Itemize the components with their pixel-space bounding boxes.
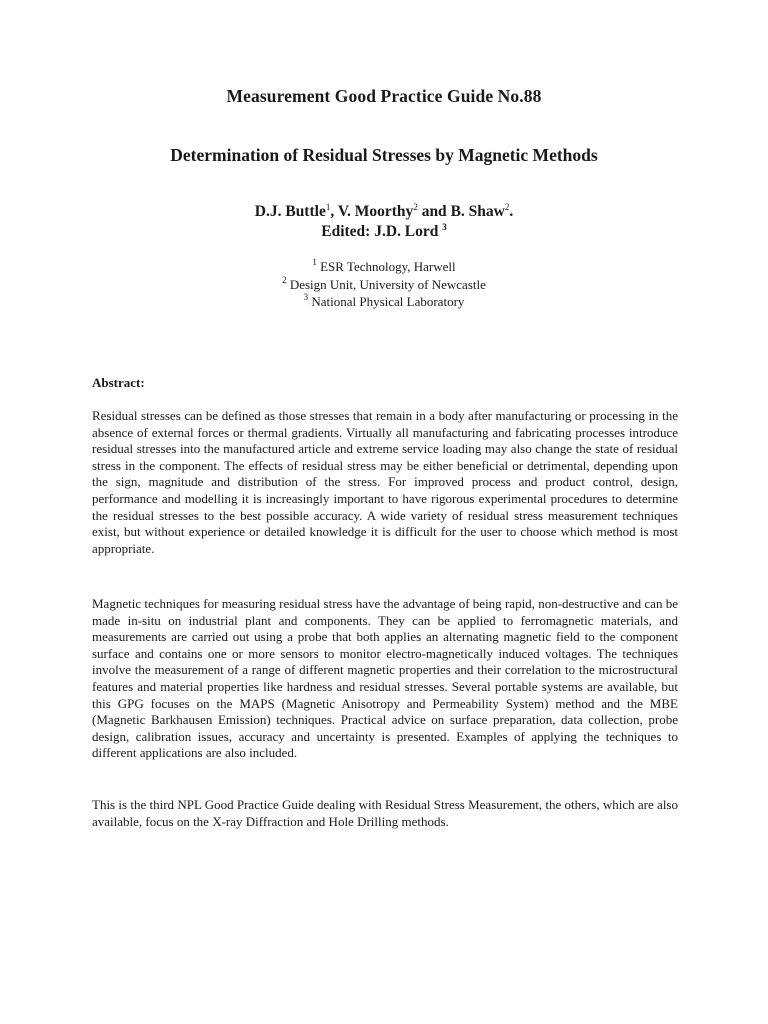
document-title: Determination of Residual Stresses by Magnetic Methods <box>170 145 598 165</box>
maps-acronym: MAPS <box>239 695 275 711</box>
affiliation-name: ESR Technology, Harwell <box>316 259 456 274</box>
editor-name: Edited: J.D. Lord <box>321 223 443 240</box>
author-end-punct: . <box>509 203 514 220</box>
affiliation-list <box>0 258 768 311</box>
paragraph-text: Magnetic techniques for measuring residual stress have the advantage of being rapid, non-destructive and can be made in-situ on industrial plant and components. They can be applied to ferromagnetic materials, and measurements are carried out using a probe that both applies an alternating magnetic field to the component surface and contains one or more sensors to monitor electro-magnetically induced voltages. The techniques involve the measurement of a range of different magnetic properties and their correlation to the microstructural features and material properties like hardness and residual stresses. Several portable systems are available, but this GPG focuses on the <box>92 596 678 711</box>
affiliation-name: National Physical Laboratory <box>308 294 465 309</box>
author-name: D.J. Buttle <box>254 203 326 220</box>
affiliation-item <box>0 276 768 294</box>
author-separator: , <box>330 203 338 220</box>
editor-affiliation-marker: 3 <box>442 222 447 232</box>
affiliation-marker: 1 <box>312 257 317 267</box>
author-affiliation-marker: 1 <box>325 202 331 212</box>
abstract-heading: Abstract: <box>92 375 145 390</box>
affiliation-marker: 2 <box>282 274 287 285</box>
affiliation-item <box>0 293 768 311</box>
paragraph-text: (Magnetic Anisotropy and Permeability System) method and the MBE (Magnetic Barkhausen Emission) techniques. Practical advice on surface preparation, data collection, probe design, calibration issues, accuracy and uncertainty is presented. Examples of applying the techniques to different applications are also included. <box>92 695 678 761</box>
author-name: B. Shaw <box>450 203 505 220</box>
abstract-paragraph-3: This is the third NPL Good Practice Guide dealing with Residual Stress Measurement, the others, which are also available, focus on the X-ray Diffraction and Hole Drilling methods. <box>92 797 678 829</box>
affiliation-item <box>0 258 768 276</box>
author-block <box>0 202 768 242</box>
editor-line <box>0 222 768 242</box>
author-affiliation-marker: 2 <box>413 202 418 212</box>
guide-title: Measurement Good Practice Guide No.88 <box>226 86 542 106</box>
author-affiliation-marker: 2 <box>504 202 510 212</box>
author-line <box>0 202 768 222</box>
author-name: V. Moorthy <box>337 203 414 220</box>
abstract-paragraph-2 <box>92 596 678 762</box>
affiliation-marker: 3 <box>303 292 309 302</box>
author-separator: and <box>417 203 451 220</box>
abstract-paragraph-1: Residual stresses can be defined as those stresses that remain in a body after manufacturing or processing in the absence of external forces or thermal gradients. Virtually all manufacturing and fabricating processes introduce residual stresses into the manufactured article and extreme service loading may also change the state of residual stress in the component. The effects of residual stress may be either beneficial or detrimental, depending upon the sign, magnitude and distribution of the stress. For improved process and product control, design, performance and modelling it is increasingly important to have rigorous experimental procedures to determine the residual stresses to the best possible accuracy. A wide variety of residual stress measurement techniques exist, but without experience or detailed knowledge it is difficult for the user to choose which method is most appropriate. <box>92 408 678 556</box>
affiliation-name: Design Unit, University of Newcastle <box>286 276 486 292</box>
